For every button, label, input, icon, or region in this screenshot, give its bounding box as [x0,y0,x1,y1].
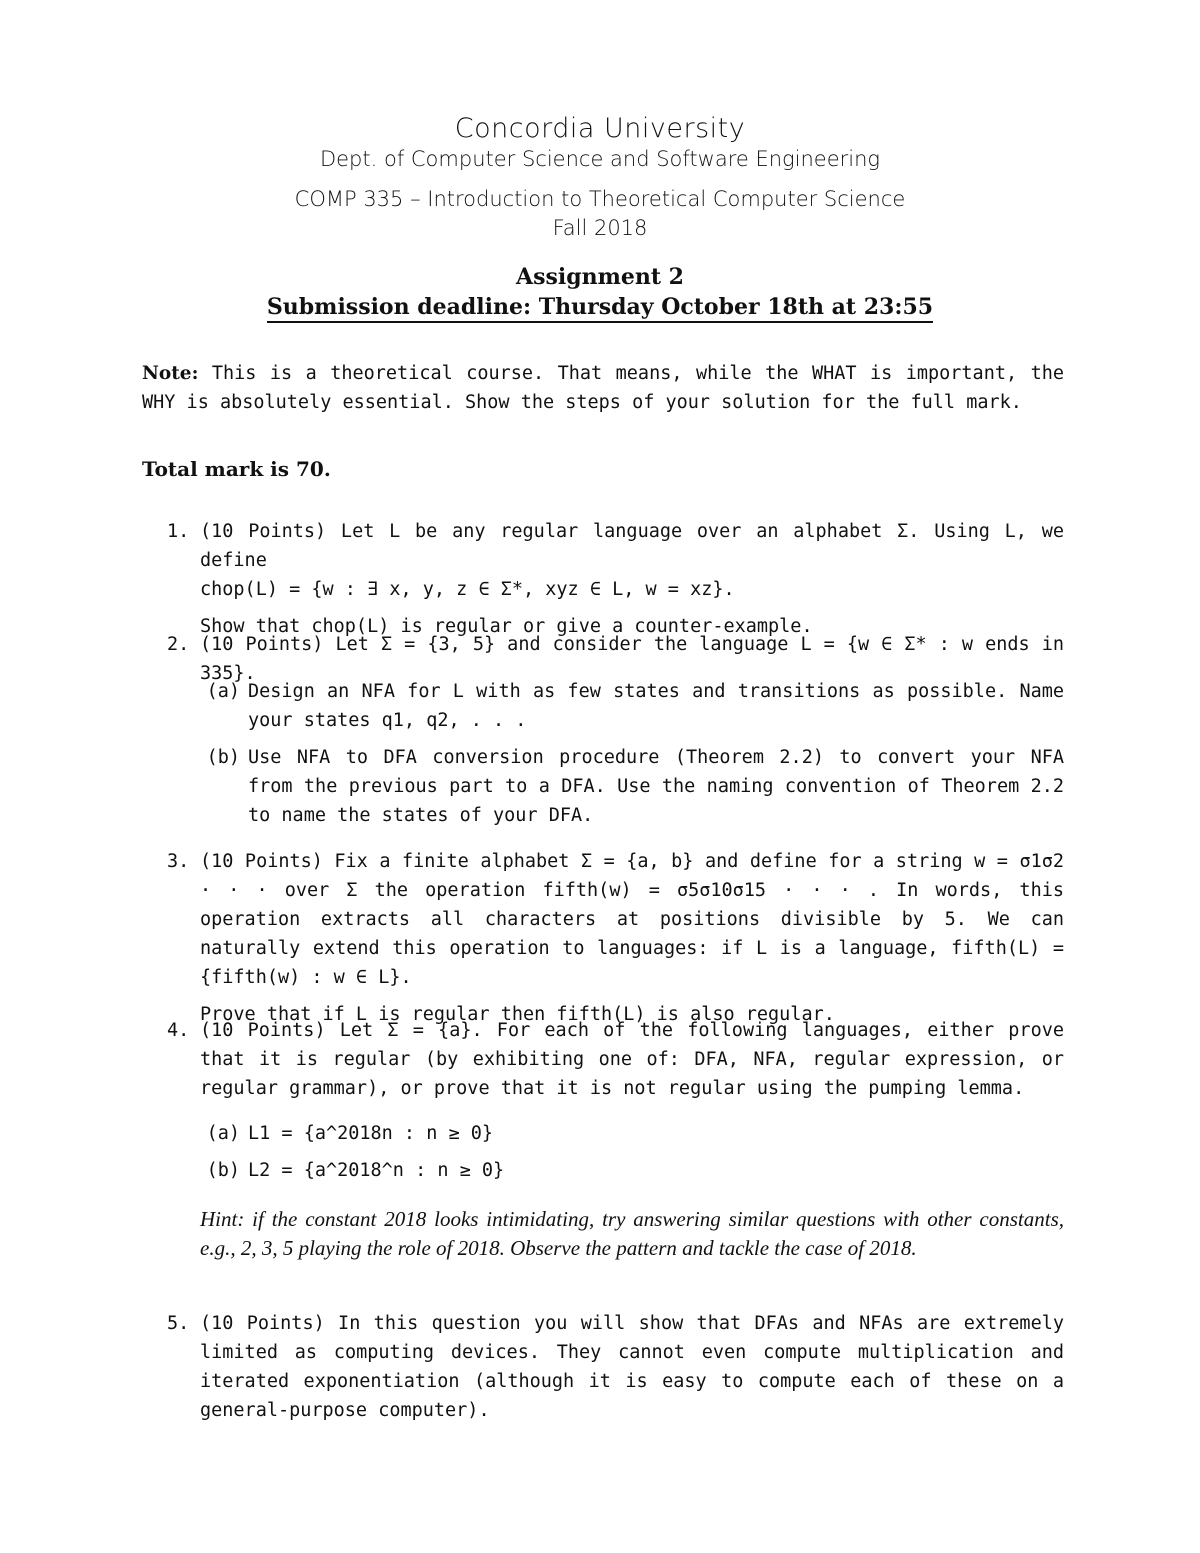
deadline-line: Submission deadline: Thursday October 18th at 23:55 [0,294,1200,320]
university-title: Concordia University [454,113,746,144]
part-label: (b) [206,1160,240,1181]
question-number: 5. [167,1313,190,1334]
question-1-line-3: Show that chop(L) is regular or give a counter-example. [200,616,813,637]
course-line: COMP 335 – Introduction to Theoretical Computer Science [294,187,906,211]
question-1-line-2: chop(L) = {w : ∃ x, y, z ∈ Σ*, xyz ∈ L, w = xz}. [200,579,735,600]
department-line: Dept. of Computer Science and Software Engineering [319,147,881,171]
part-text: Use NFA to DFA conversion procedure (Theorem 2.2) to convert your NFA from the previous part to a DFA. Use the naming convention of Theorem 2.2 to name the states of your DFA. [248,747,1064,826]
assignment-title: Assignment 2 [516,264,684,290]
question-5-text: (10 Points) In this question you will show that DFAs and NFAs are extremely limited as computing devices. They cannot even compute multiplication and iterated exponentiation (although it is easy to compute each of these on a general-purpose computer). [200,1313,1064,1421]
question-3-text: (10 Points) Fix a finite alphabet Σ = {a, b} and define for a string w = σ1σ2 · · · over Σ the operation fifth(w) = σ5σ10σ15 · · · . In words, this operation extracts all characters at positions divisible by 5. We can naturally extend this operation to languages: if L is a language, fifth(L) = {fifth(w) : w ∈ L}. [200,851,1064,988]
term-line: Fall 2018 [552,216,648,240]
part-label: (b) [206,747,240,768]
question-number: 1. [167,521,190,542]
question-4-text: (10 Points) Let Σ = {a}. For each of the following languages, either prove that it is regular (by exhibiting one of: DFA, NFA, regular expression, or regular grammar), or prove that it is not regular using the pumping lemma. [200,1020,1064,1099]
part-text: L2 = {a^2018^n : n ≥ 0} [248,1160,505,1181]
note-label: Note: [142,363,199,384]
part-label: (a) [206,1123,240,1144]
part-label: (a) [206,681,240,702]
question-3-last-line: Prove that if L is regular then fifth(L) is also regular. [200,1004,835,1025]
part-text: L1 = {a^2018n : n ≥ 0} [248,1123,494,1144]
total-mark: Total mark is 70. [142,457,331,481]
question-number: 3. [167,851,190,872]
part-text: Design an NFA for L with as few states and transitions as possible. Name your states q1, q2, . . . [248,681,1064,731]
question-2-line-1: (10 Points) Let Σ = {3, 5} and consider the language L = {w ∈ Σ* : w ends in 335}. [200,634,1064,684]
question-number: 4. [167,1020,190,1041]
question-4-hint: Hint: if the constant 2018 looks intimidating, try answering similar questions with other constants, e.g., 2, 3, 5 playing the role of 2018. Observe the pattern and tackle the case of 2018. [200,1207,1064,1260]
question-1-line-1: (10 Points) Let L be any regular language over an alphabet Σ. Using L, we define [200,521,1064,571]
question-number: 2. [167,634,190,655]
note-text: This is a theoretical course. That means, while the WHAT is important, the WHY is absolutely essential. Show the steps of your solution for the full mark. [142,363,1064,413]
note-paragraph [142,359,1064,417]
